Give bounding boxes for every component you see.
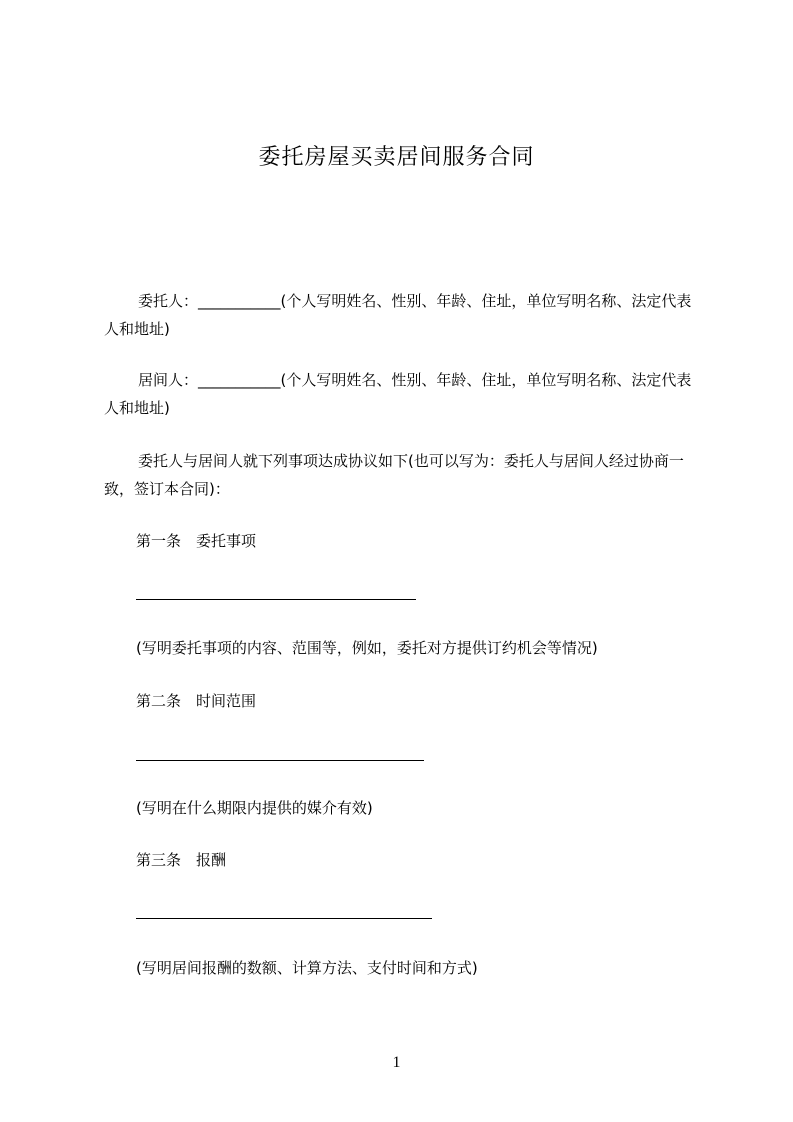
article-2-heading: 第二条 时间范围 (136, 692, 257, 710)
document-title: 委托房屋买卖居间服务合同 (258, 145, 535, 170)
article-2-note: (写明在什么期限内提供的媒介有效) (136, 799, 373, 817)
broker-party-paragraph: 居间人：___________(个人写明姓名、性别、年龄、住址，单位写明名称、法定代表人和地址) (104, 371, 692, 417)
article-2-fill-line (136, 760, 424, 761)
article-1-fill-line (136, 599, 416, 600)
article-1-heading: 第一条 委托事项 (136, 532, 257, 550)
article-3-fill-line (136, 918, 432, 919)
article-3-note: (写明居间报酬的数额、计算方法、支付时间和方式) (136, 959, 478, 977)
article-1-note: (写明委托事项的内容、范围等，例如，委托对方提供订约机会等情况) (136, 639, 598, 657)
preamble-paragraph: 委托人与居间人就下列事项达成协议如下(也可以写为：委托人与居间人经过协商一致，签订本合同)： (104, 452, 684, 498)
page-number: 1 (392, 1054, 401, 1071)
article-3-heading: 第三条 报酬 (136, 851, 227, 869)
client-party-paragraph: 委托人：___________(个人写明姓名、性别、年龄、住址，单位写明名称、法定代表人和地址) (104, 292, 692, 338)
